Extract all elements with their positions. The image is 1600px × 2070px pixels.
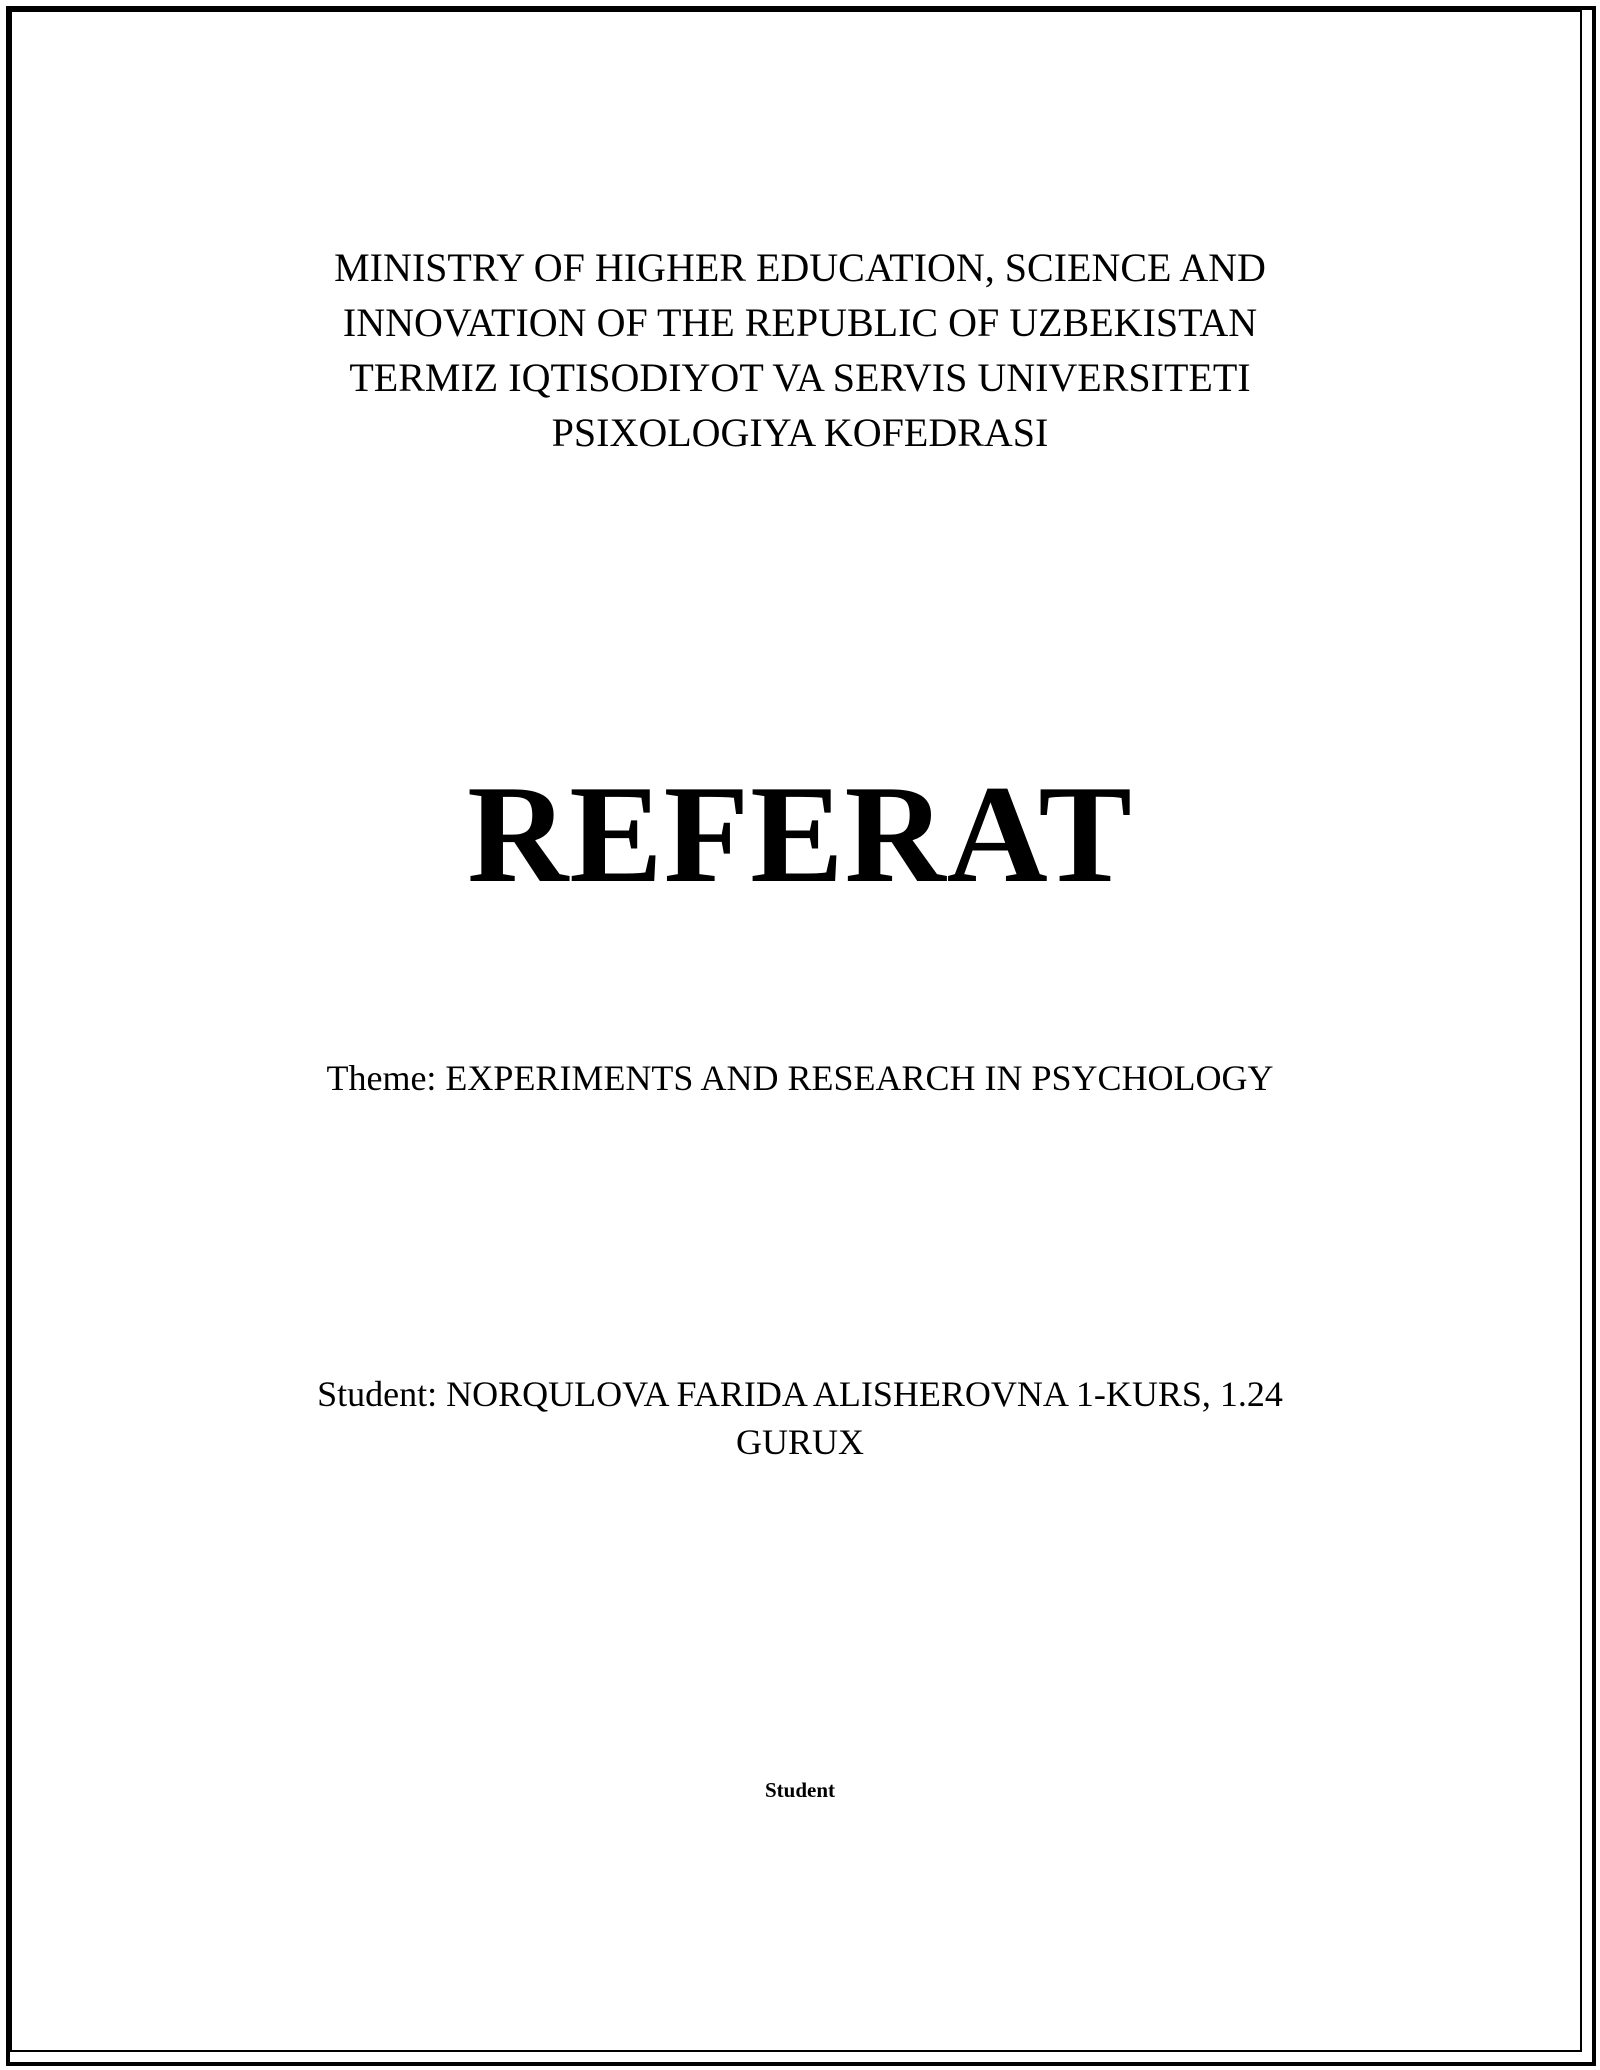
student-info	[280, 1370, 1320, 1466]
signature-label: Student	[764, 1778, 836, 1802]
header-line-2: INNOVATION OF THE REPUBLIC OF UZBEKISTAN	[342, 300, 1258, 345]
document-title: REFERAT	[467, 757, 1133, 912]
theme-line: Theme: EXPERIMENTS AND RESEARCH IN PSYCHOLOGY	[326, 1058, 1274, 1098]
header-line-4: PSIXOLOGIYA KOFEDRASI	[551, 410, 1049, 455]
student-info-line-2: GURUX	[735, 1422, 864, 1462]
header-line-1: MINISTRY OF HIGHER EDUCATION, SCIENCE AND	[334, 245, 1266, 290]
student-info-line-1: Student: NORQULOVA FARIDA ALISHEROVNA 1-KURS, 1.24	[317, 1374, 1283, 1414]
institution-header	[0, 240, 1600, 460]
header-line-3: TERMIZ IQTISODIYOT VA SERVIS UNIVERSITETI	[349, 355, 1251, 400]
